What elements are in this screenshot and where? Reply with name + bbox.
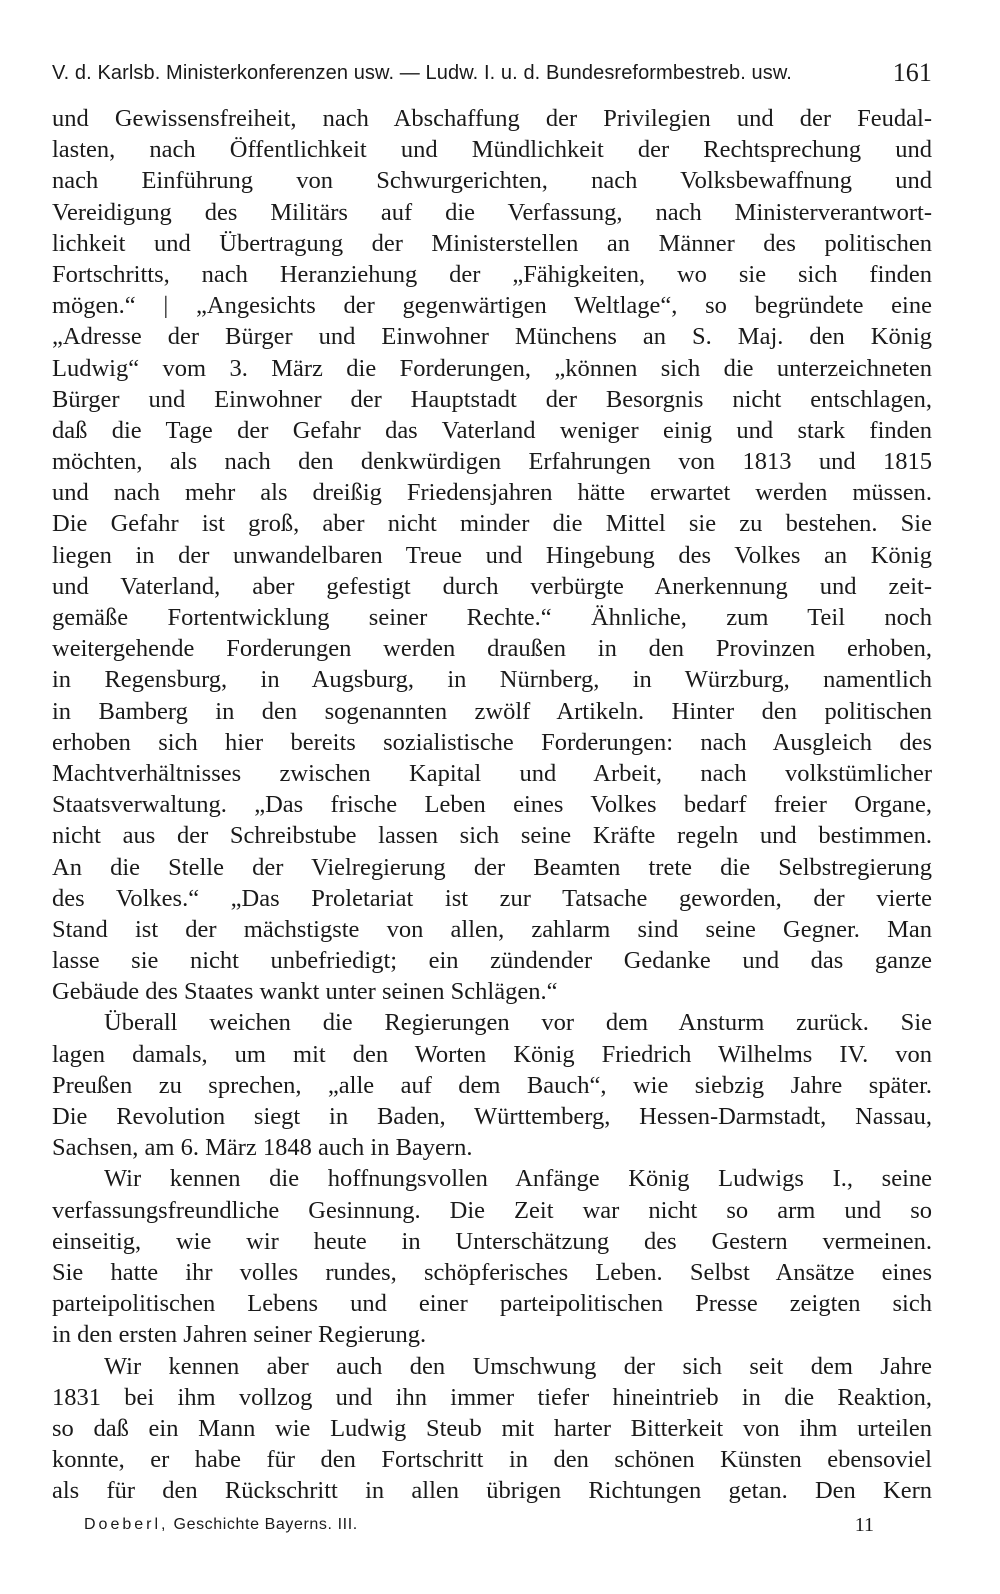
text-line: mögen.“ | „Angesichts der gegenwärtigen Weltlage“, so begründete eine [52, 292, 932, 320]
paragraph-last-line: Sachsen, am 6. März 1848 auch in Bayern. [52, 1134, 473, 1162]
text-line: Sie hatte ihr volles rundes, schöpferisches Leben. Selbst Ansätze eines [52, 1258, 932, 1286]
text-line: 1831 bei ihm vollzog und ihn immer tiefer hineintrieb in die Reaktion, [52, 1383, 932, 1411]
text-line: Bürger und Einwohner der Hauptstadt der Besorgnis nicht entschlagen, [52, 385, 932, 413]
text-line: gemäße Fortentwicklung seiner Rechte.“ Ähnliche, zum Teil noch [52, 604, 932, 631]
text-line: Die Gefahr ist groß, aber nicht minder die Mittel sie zu bestehen. Sie [52, 510, 932, 538]
text-line: und Vaterland, aber gefestigt durch verbürgte Anerkennung und zeit- [52, 572, 932, 600]
text-line: Stand ist der mächstigste von allen, zahlarm sind seine Gegner. Man [52, 915, 932, 943]
text-line: konnte, er habe für den Fortschritt in den schönen Künsten ebensoviel [52, 1446, 932, 1474]
text-line: nicht aus der Schreibstube lassen sich seine Kräfte regeln und bestimmen. [52, 822, 932, 850]
text-line: und nach mehr als dreißig Friedensjahren hätte erwartet werden müssen. [52, 479, 932, 507]
text-line: Ludwig“ vom 3. März die Forderungen, „können sich die unterzeichneten [52, 354, 932, 382]
text-line: und Gewissensfreiheit, nach Abschaffung der Privilegien und der Feudal- [52, 105, 932, 132]
footer-author: Doeberl, [84, 1516, 169, 1533]
running-title: V. d. Karlsb. Ministerkonferenzen usw. — Ludw. I. u. d. Bundesreformbestreb. usw. [52, 62, 792, 84]
text-line: des Volkes.“ „Das Proletariat ist zur Tatsache geworden, der vierte [52, 884, 932, 912]
text-line: nach Einführung von Schwurgerichten, nach Volksbewaffnung und [52, 167, 932, 195]
paragraph-first-line: Wir kennen die hoffnungsvollen Anfänge König Ludwigs I., seine [104, 1165, 932, 1193]
text-line: verfassungsfreundliche Gesinnung. Die Zeit war nicht so arm und so [52, 1196, 932, 1224]
text-line: liegen in der unwandelbaren Treue und Hingebung des Volkes an König [52, 541, 932, 569]
page-footer [84, 1510, 874, 1540]
text-line: in Bamberg in den sogenannten zwölf Artikeln. Hinter den politischen [52, 697, 932, 725]
text-line: möchten, als nach den denkwürdigen Erfahrungen von 1813 und 1815 [52, 448, 932, 476]
paragraph-first-line: Überall weichen die Regierungen vor dem Ansturm zurück. Sie [104, 1009, 932, 1037]
sheet-signature: 11 [854, 1514, 874, 1536]
text-line: lasse sie nicht unbefriedigt; ein zündender Gedanke und das ganze [52, 947, 932, 975]
footer-book-title: Geschichte Bayerns. III. [173, 1516, 358, 1533]
text-line: daß die Tage der Gefahr das Vaterland weniger einig und stark finden [52, 416, 932, 444]
paragraph-first-line: Wir kennen aber auch den Umschwung der sich seit dem Jahre [104, 1352, 932, 1380]
page-number: 161 [892, 58, 932, 87]
text-line: so daß ein Mann wie Ludwig Steub mit harter Bitterkeit von ihm urteilen [52, 1414, 932, 1442]
text-line: lasten, nach Öffentlichkeit und Mündlichkeit der Rechtsprechung und [52, 136, 932, 164]
text-line: lichkeit und Übertragung der Ministerstellen an Männer des politischen [52, 229, 932, 257]
text-line: in Regensburg, in Augsburg, in Nürnberg, in Würzburg, namentlich [52, 666, 932, 694]
text-line: erhoben sich hier bereits sozialistische Forderungen: nach Ausgleich des [52, 728, 932, 756]
text-line: „Adresse der Bürger und Einwohner Münchens an S. Maj. den König [52, 323, 932, 351]
paragraph-last-line: in den ersten Jahren seiner Regierung. [52, 1321, 427, 1349]
text-line: als für den Rückschritt in allen übrigen Richtungen getan. Den Kern [52, 1477, 932, 1505]
text-line: Fortschritts, nach Heranziehung der „Fähigkeiten, wo sie sich finden [52, 260, 932, 288]
text-line: parteipolitischen Lebens und einer parteipolitischen Presse zeigten sich [52, 1290, 932, 1318]
text-line: Staatsverwaltung. „Das frische Leben eines Volkes bedarf freier Organe, [52, 791, 932, 819]
text-line: Preußen zu sprechen, „alle auf dem Bauch“, wie siebzig Jahre später. [52, 1071, 932, 1099]
text-line: einseitig, wie wir heute in Unterschätzung des Gestern vermeinen. [52, 1227, 932, 1255]
text-line: weitergehende Forderungen werden draußen in den Provinzen erhoben, [52, 635, 932, 663]
text-line: Die Revolution siegt in Baden, Württemberg, Hessen-Darmstadt, Nassau, [52, 1103, 932, 1130]
text-line: Vereidigung des Militärs auf die Verfassung, nach Ministerverantwort- [52, 198, 932, 226]
text-line: lagen damals, um mit den Worten König Friedrich Wilhelms IV. von [52, 1040, 932, 1068]
text-line: An die Stelle der Vielregierung der Beamten trete die Selbstregierung [52, 853, 932, 881]
text-line: Machtverhältnisses zwischen Kapital und Arbeit, nach volkstümlicher [52, 759, 932, 787]
running-head [52, 56, 932, 90]
body-text [52, 103, 932, 1506]
paragraph-last-line: Gebäude des Staates wankt unter seinen Schlägen.“ [52, 978, 558, 1006]
